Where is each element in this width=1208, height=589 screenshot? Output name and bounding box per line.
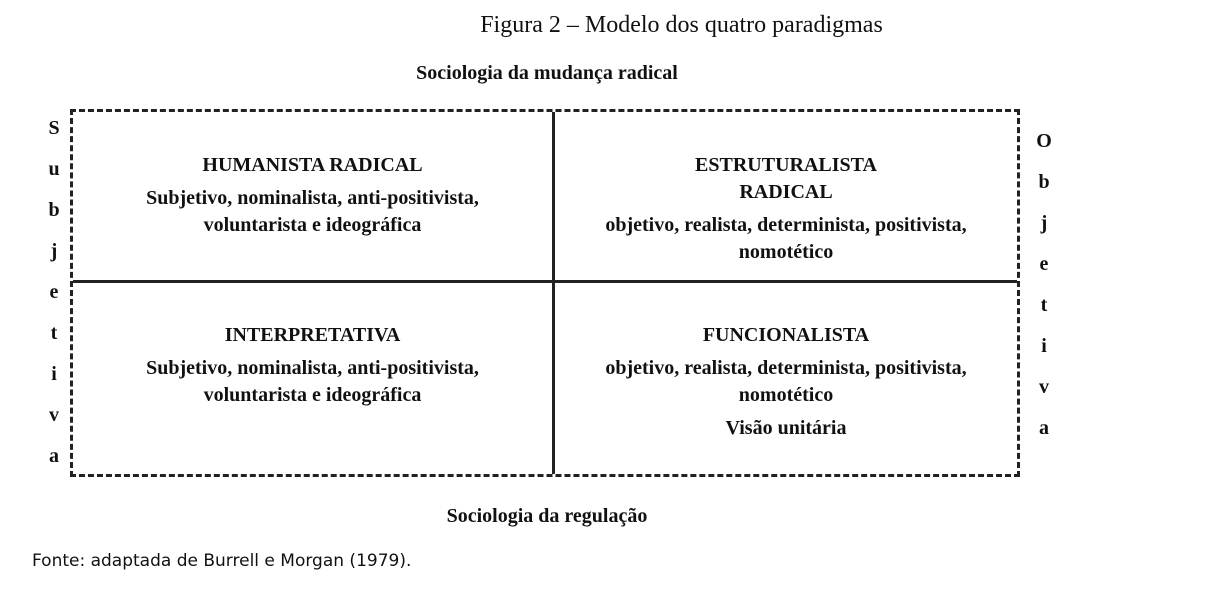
right-axis-letter: a <box>1039 417 1049 439</box>
quadrant-title: INTERPRETATIVA <box>224 324 401 346</box>
right-axis-letter: v <box>1039 376 1049 398</box>
right-axis-letter: O <box>1036 130 1052 152</box>
quadrant-estruturalista-radical <box>555 152 1017 266</box>
quadrant-subtitle: RADICAL <box>739 181 833 203</box>
quadrant-description: nomotético <box>738 241 834 263</box>
figure-title: Figura 2 – Modelo dos quatro paradigmas <box>480 12 883 38</box>
quadrant-description: Subjetivo, nominalista, anti-positivista, <box>146 357 479 379</box>
right-axis-letter: e <box>1039 253 1049 275</box>
quadrant-description: Subjetivo, nominalista, anti-positivista, <box>146 187 479 209</box>
quadrant-description: voluntarista e ideográfica <box>203 384 422 406</box>
left-axis-letter: e <box>49 281 59 303</box>
quadrant-title: HUMANISTA RADICAL <box>202 154 423 176</box>
quadrant-description: voluntarista e ideográfica <box>203 214 422 236</box>
right-axis-letter: i <box>1041 335 1047 357</box>
left-axis-letter: u <box>48 158 60 180</box>
quadrant-interpretativa <box>73 322 552 409</box>
quadrant-funcionalista <box>555 322 1017 442</box>
quadrant-title: FUNCIONALISTA <box>702 324 870 346</box>
right-axis-letter: b <box>1038 171 1050 193</box>
quadrant-extra-note: Visão unitária <box>725 417 847 439</box>
quadrant-humanista-radical <box>73 152 552 239</box>
left-axis-letter: a <box>49 445 59 467</box>
right-axis-letter: t <box>1040 294 1048 316</box>
left-axis-letter: t <box>50 322 58 344</box>
left-axis-letter: i <box>51 363 57 385</box>
left-axis-letter: b <box>48 199 60 221</box>
left-axis-letter: v <box>49 404 59 426</box>
left-axis-letter: j <box>50 240 58 262</box>
source-caption: Fonte: adaptada de Burrell e Morgan (1979). <box>32 551 412 571</box>
quadrant-description: objetivo, realista, determinista, positivista, <box>605 357 967 379</box>
quadrant-description: nomotético <box>738 384 834 406</box>
paradigm-matrix <box>70 109 1020 477</box>
quadrant-title: ESTRUTURALISTA <box>695 154 877 176</box>
top-axis-label: Sociologia da mudança radical <box>416 62 678 84</box>
right-axis-label <box>1032 121 1056 449</box>
left-axis-letter: S <box>48 117 60 139</box>
bottom-axis-label: Sociologia da regulação <box>446 505 648 527</box>
right-axis-letter: j <box>1040 212 1048 234</box>
horizontal-divider <box>73 280 1017 283</box>
quadrant-description: objetivo, realista, determinista, positivista, <box>605 214 967 236</box>
left-axis-label <box>42 108 66 477</box>
